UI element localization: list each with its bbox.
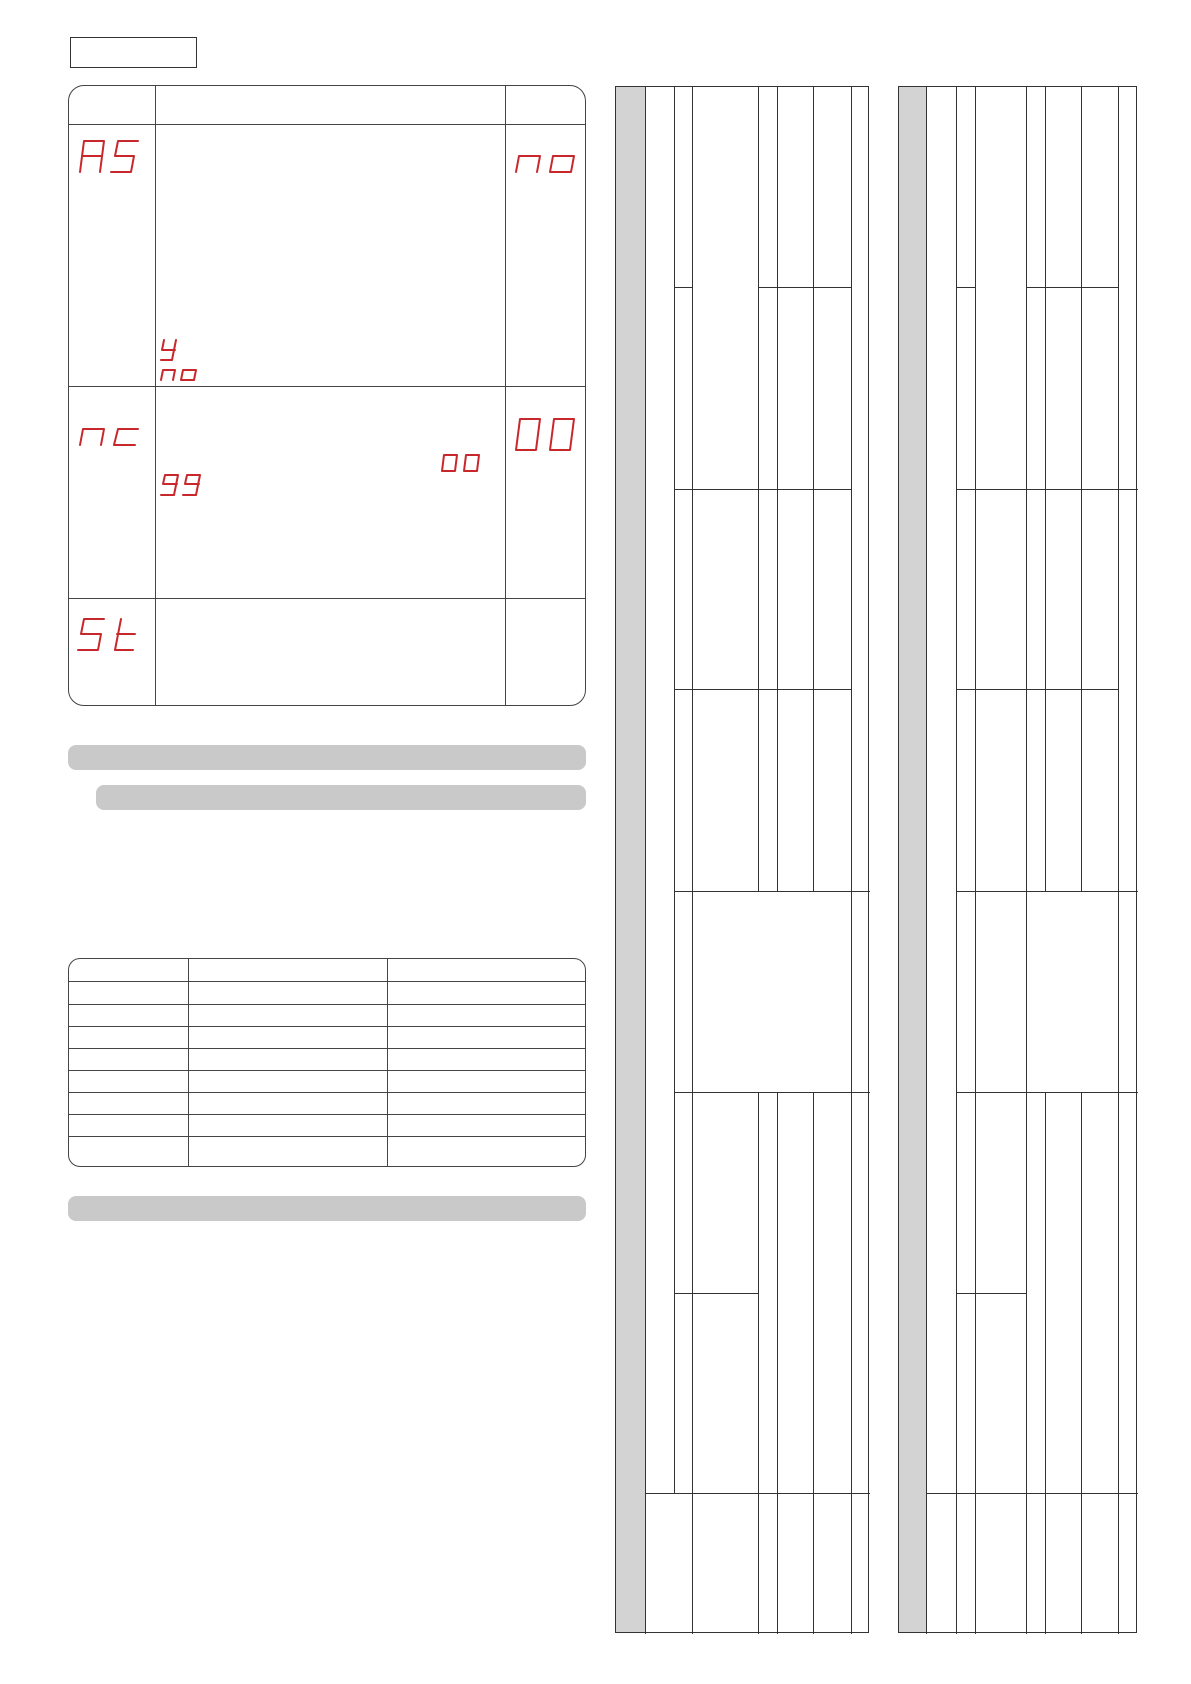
segment-code-st <box>77 616 141 652</box>
section-heading-bar-2 <box>68 1196 586 1221</box>
segment-default-as <box>513 152 577 174</box>
option-yes <box>69 86 70 87</box>
section-heading-bar <box>68 745 586 770</box>
parameter-default-nc <box>69 86 70 87</box>
rotated-table-left <box>615 86 869 1633</box>
parameter-table <box>68 85 586 706</box>
settings-table <box>68 958 586 1167</box>
parameter-default-as <box>69 86 70 87</box>
parameter-code-as <box>69 86 70 87</box>
subsection-heading-bar <box>96 785 586 810</box>
segment-code-as <box>77 138 141 174</box>
segment-range-max <box>159 473 203 497</box>
segment-option-no <box>159 368 199 382</box>
segment-default-nc <box>513 416 577 452</box>
parameter-code-nc <box>69 86 70 87</box>
range-min-nc <box>69 86 70 87</box>
segment-range-min <box>439 453 483 473</box>
rotated-table-right <box>898 86 1137 1633</box>
segment-code-nc <box>77 425 141 447</box>
segment-option-y <box>159 338 179 362</box>
page-header-box <box>70 37 197 68</box>
range-max-nc <box>69 86 70 87</box>
option-no <box>69 86 70 87</box>
parameter-code-st <box>69 86 70 87</box>
